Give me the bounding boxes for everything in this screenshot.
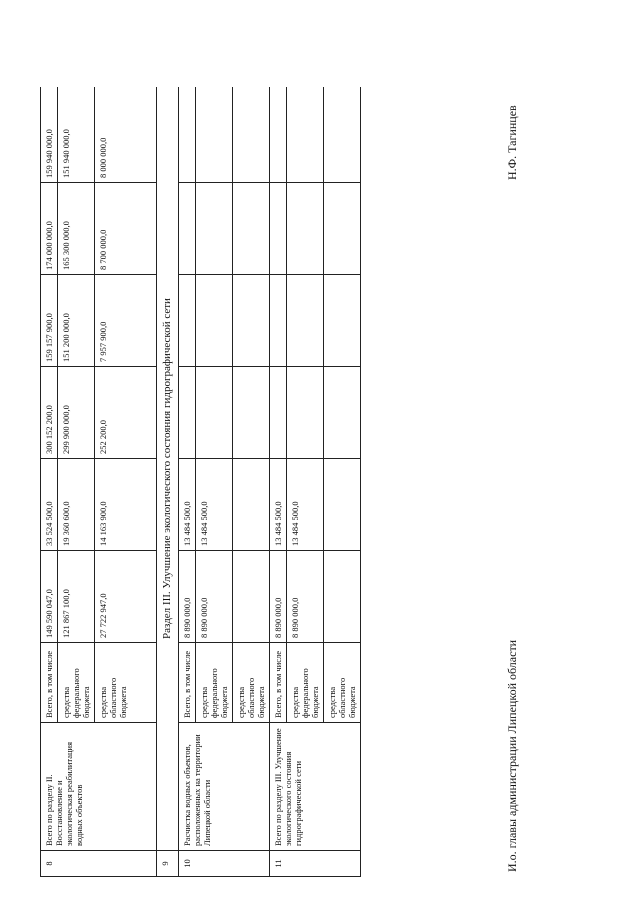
value-cell: 13 484 500,0 bbox=[287, 459, 324, 551]
value-cell: 252 200,0 bbox=[95, 367, 157, 459]
line-label: средства областного бюджета bbox=[233, 643, 270, 723]
value-cell bbox=[270, 367, 287, 459]
value-cell bbox=[233, 183, 270, 275]
value-cell bbox=[233, 551, 270, 643]
value-cell bbox=[270, 183, 287, 275]
value-cell bbox=[179, 367, 196, 459]
value-cell bbox=[196, 183, 233, 275]
budget-table-frame bbox=[40, 87, 420, 877]
value-cell: 151 940 000,0 bbox=[58, 87, 95, 183]
value-cell: 13 484 500,0 bbox=[196, 459, 233, 551]
row-name: Всего по разделу III. Улучшение экологического состояния гидрографической сети bbox=[270, 723, 361, 851]
value-cell bbox=[196, 87, 233, 183]
value-cell bbox=[233, 275, 270, 367]
value-cell: 7 957 900,0 bbox=[95, 275, 157, 367]
table-row-8 bbox=[41, 87, 58, 877]
signature-position: И.о. главы администрации Липецкой области bbox=[505, 639, 519, 872]
value-cell: 8 890 000,0 bbox=[196, 551, 233, 643]
value-cell bbox=[196, 275, 233, 367]
row-number: 8 bbox=[41, 851, 157, 877]
budget-table bbox=[40, 87, 361, 877]
line-label: Всего, в том числе bbox=[270, 643, 287, 723]
value-cell: 121 867 100,0 bbox=[58, 551, 95, 643]
value-cell bbox=[324, 87, 361, 183]
line-label: средства федерального бюджета bbox=[58, 643, 95, 723]
row-name: Всего по разделу II. Восстановление и экологическая реабилитация водных объектов bbox=[41, 723, 157, 851]
value-cell bbox=[233, 459, 270, 551]
value-cell bbox=[324, 551, 361, 643]
signature-name: Н.Ф. Тагинцев bbox=[505, 105, 519, 180]
value-cell: 159 157 900,0 bbox=[41, 275, 58, 367]
value-cell bbox=[179, 275, 196, 367]
value-cell: 174 000 000,0 bbox=[41, 183, 58, 275]
value-cell bbox=[287, 275, 324, 367]
value-cell bbox=[270, 87, 287, 183]
value-cell bbox=[233, 367, 270, 459]
value-cell: 149 590 047,0 bbox=[41, 551, 58, 643]
value-cell bbox=[179, 183, 196, 275]
value-cell: 299 900 000,0 bbox=[58, 367, 95, 459]
value-cell bbox=[287, 87, 324, 183]
value-cell bbox=[179, 87, 196, 183]
row-number: 11 bbox=[270, 851, 361, 877]
value-cell bbox=[233, 87, 270, 183]
rotated-table-container bbox=[40, 87, 420, 877]
section-title: Раздел III. Улучшение экологического состояния гидрографической сети bbox=[157, 87, 179, 851]
table-row-10 bbox=[179, 87, 196, 877]
value-cell bbox=[287, 367, 324, 459]
value-cell: 165 300 000,0 bbox=[58, 183, 95, 275]
row-number: 10 bbox=[179, 851, 270, 877]
value-cell: 8 890 000,0 bbox=[270, 551, 287, 643]
value-cell bbox=[324, 367, 361, 459]
line-label: средства областного бюджета bbox=[324, 643, 361, 723]
value-cell: 27 722 947,0 bbox=[95, 551, 157, 643]
value-cell bbox=[287, 183, 324, 275]
line-label: средства областного бюджета bbox=[95, 643, 157, 723]
value-cell: 33 524 500,0 bbox=[41, 459, 58, 551]
line-label: средства федерального бюджета bbox=[287, 643, 324, 723]
table-row-9 bbox=[157, 87, 179, 877]
value-cell: 8 000 000,0 bbox=[95, 87, 157, 183]
value-cell bbox=[196, 367, 233, 459]
line-label: Всего, в том числе bbox=[41, 643, 58, 723]
value-cell bbox=[324, 275, 361, 367]
value-cell: 151 200 000,0 bbox=[58, 275, 95, 367]
value-cell: 13 484 500,0 bbox=[270, 459, 287, 551]
table-row-11 bbox=[270, 87, 287, 877]
line-label: Всего, в том числе bbox=[179, 643, 196, 723]
value-cell: 300 152 200,0 bbox=[41, 367, 58, 459]
value-cell: 13 484 500,0 bbox=[179, 459, 196, 551]
value-cell: 19 360 600,0 bbox=[58, 459, 95, 551]
value-cell bbox=[324, 459, 361, 551]
value-cell: 14 163 900,0 bbox=[95, 459, 157, 551]
value-cell: 8 890 000,0 bbox=[179, 551, 196, 643]
line-label: средства федерального бюджета bbox=[196, 643, 233, 723]
row-name: Расчистка водных объектов, расположенных на территории Липецкой области bbox=[179, 723, 270, 851]
row-number: 9 bbox=[157, 851, 179, 877]
value-cell: 159 940 000,0 bbox=[41, 87, 58, 183]
value-cell bbox=[270, 275, 287, 367]
value-cell bbox=[324, 183, 361, 275]
value-cell: 8 700 000,0 bbox=[95, 183, 157, 275]
value-cell: 8 890 000,0 bbox=[287, 551, 324, 643]
